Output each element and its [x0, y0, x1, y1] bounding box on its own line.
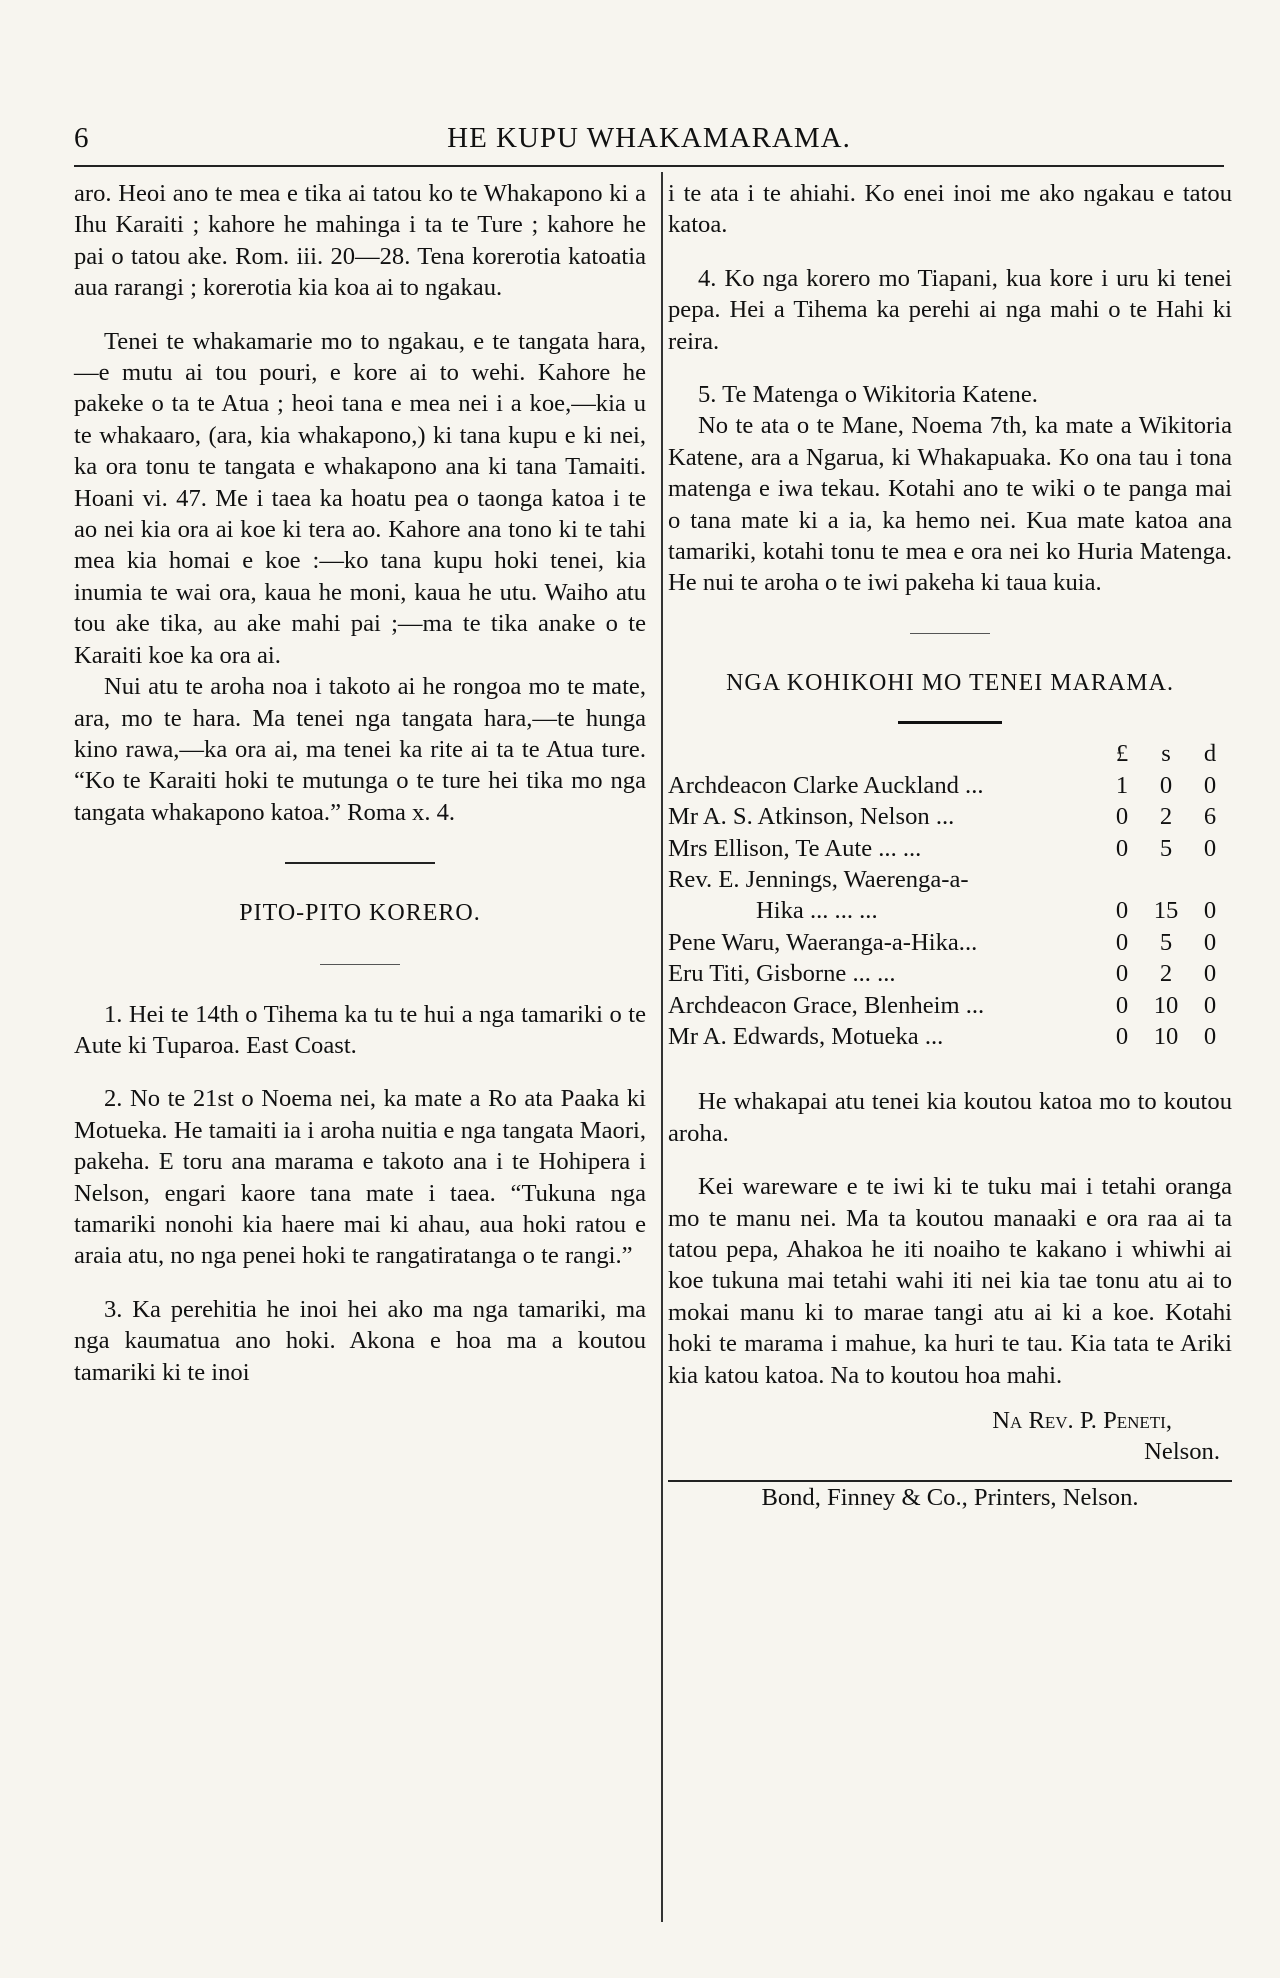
section-divider-rule	[320, 964, 400, 965]
header-rule	[74, 165, 1224, 167]
table-row	[668, 833, 1232, 864]
donor-name: Mr A. S. Atkinson, Nelson ...	[668, 803, 955, 831]
table-header-row	[668, 738, 1232, 769]
donor-name: Archdeacon Clarke Auckland ...	[668, 771, 984, 799]
printer-imprint: Bond, Finney & Co., Printers, Nelson.	[761, 1483, 1139, 1511]
pence-header: d	[1203, 740, 1217, 768]
news-item: 3. Ka perehitia he inoi hei ako ma nga tamariki, ma nga kaumatua ano hoki. Akona e hoa ma a koutou tamariki ki te inoi	[74, 1295, 646, 1386]
pounds-header: £	[1115, 740, 1129, 768]
table-row	[668, 958, 1232, 989]
paragraph: Nui atu te aroha noa i takoto ai he rongoa mo te mate, ara, mo te hara. Ma tenei nga tangata hara,—te hunga kino rawa,—ka ora ai, ma tenei ka rite ai ta te Atua ture. “Ko te Karaiti hoki te mutunga o te ture hei tika mo nga tangata whakapono katoa.” Roma x. 4.	[74, 673, 646, 826]
donor-name: Eru Titi, Gisborne ... ...	[668, 960, 896, 988]
pence: 0	[1203, 991, 1217, 1019]
appeal-paragraph: Kei wareware e te iwi ki te tuku mai i tetahi oranga mo te manu nei. Ma ta koutou manaaki e ora raa ai ta tatou pepa, Ahakoa he iti noaiho te kakano i whiwhi ai koe tukuna mai tetahi wahi iti nei kia tae tonu atu ai to mokai manu ki to marae tangi atu ai ki a koe. Kotahi hoki te marama i mahue, ka huri te tau. Kia tata te Ariki kia katou katoa. Na to koutou hoa mahi.	[668, 1173, 1232, 1389]
pence: 0	[1203, 1022, 1217, 1050]
pounds: 0	[1115, 803, 1129, 831]
signature-name: Na Rev. P. Peneti,	[992, 1407, 1172, 1434]
pounds: 0	[1115, 928, 1129, 956]
section-heading: PITO-PITO KORERO.	[239, 900, 481, 927]
news-item: No te ata o te Mane, Noema 7th, ka mate a Wikitoria Katene, ara a Ngarua, ki Whakapuaka. Ko ona tau i tona matenga e iwa tekau. Kotahi ano te wiki o te panga mai o tana mate ki a ia, ka hemo nei. Kua mate katoa ana tamariki, kotahi tonu te mea e ora nei ko Huria Matenga. He nui te aroha o te iwi pakeha ki taua kuia.	[668, 412, 1232, 597]
donor-name: Archdeacon Grace, Blenheim ...	[668, 991, 985, 1019]
table-row	[668, 770, 1232, 801]
shillings: 10	[1153, 1022, 1179, 1050]
shillings: 2	[1159, 803, 1173, 831]
pence: 6	[1203, 803, 1217, 831]
pounds: 0	[1115, 897, 1129, 925]
pence: 0	[1203, 771, 1217, 799]
shillings: 5	[1159, 928, 1173, 956]
news-item: 5. Te Matenga o Wikitoria Katene.	[698, 381, 1038, 409]
table-row	[668, 864, 1232, 895]
running-title: HE KUPU WHAKAMARAMA.	[447, 122, 851, 154]
column-divider	[661, 172, 663, 1922]
pounds: 0	[1115, 991, 1129, 1019]
table-row	[668, 1021, 1232, 1052]
news-item: i te ata i te ahiahi. Ko enei inoi me ako ngakau e tatou katoa.	[668, 180, 1232, 239]
thanks-paragraph: He whakapai atu tenei kia koutou katoa mo to koutou aroha.	[668, 1088, 1232, 1147]
pence: 0	[1203, 928, 1217, 956]
pounds: 1	[1115, 771, 1129, 799]
donations-table	[668, 738, 1232, 1052]
donor-name: Rev. E. Jennings, Waerenga-a-	[668, 865, 969, 893]
right-column	[668, 178, 1232, 1513]
donor-name: Pene Waru, Waeranga-a-Hika...	[668, 928, 978, 956]
donor-name: Mr A. Edwards, Motueka ...	[668, 1022, 944, 1050]
pence: 0	[1203, 897, 1217, 925]
shillings: 5	[1159, 834, 1173, 862]
paragraph: aro. Heoi ano te mea e tika ai tatou ko te Whakapono ki a Ihu Karaiti ; kahore he mahinga i ta te Ture ; kahore he pai o tatou ake. Rom. iii. 20—28. Tena korerotia katoatia aua rarangi ; korerotia kia koa ai to ngakau.	[74, 180, 646, 302]
pounds: 0	[1115, 1022, 1129, 1050]
news-item: 2. No te 21st o Noema nei, ka mate a Ro ata Paaka ki Motueka. He tamaiti ia i aroha nuitia e nga tangata Maori, pakeha. E toru ana marama e takoto ana i te Hohipera i Nelson, engari kaore tana mate i taea. “Tukuna nga tamariki nonohi kia haere mai ki ahau, aua hoki ratou e araia atu, no nga penei hoki te rangatiratanga o te rangi.”	[74, 1085, 646, 1270]
news-item: 4. Ko nga korero mo Tiapani, kua kore i uru ki tenei pepa. Hei a Tihema ka perehi ai nga mahi o te Hahi ki reira.	[668, 264, 1232, 355]
shillings: 10	[1153, 991, 1179, 1019]
shillings-header: s	[1161, 740, 1171, 768]
shillings: 2	[1159, 960, 1173, 988]
news-item: 1. Hei te 14th o Tihema ka tu te hui a nga tamariki o te Aute ki Tuparoa. East Coast.	[74, 1000, 646, 1059]
table-row	[668, 927, 1232, 958]
section-divider-rule	[898, 721, 1002, 724]
donor-name: Hika ... ... ...	[756, 897, 878, 925]
table-row	[668, 895, 1232, 926]
paragraph: Tenei te whakamarie mo to ngakau, e te tangata hara,—e mutu ai tou pouri, e kore ai to wehi. Kahore he pakeke o ta te Atua ; heoi tana e mea nei i a koe,—kia u te whakaaro, (ara, kia whakapono,) ki tana kupu e ki nei, ka ora tonu te tangata e whakapono ana ki tana Tamaiti. Hoani vi. 47. Me i taea ka hoatu pea o taonga katoa i te ao nei kia ora ai koe ki tera ao. Kahore ana tono ki te tahi mea kia homai e koe :—ko tana kupu hoki tenei, kia inumia te wai ora, kaua he moni, kaua he utu. Waiho atu tou ake tika, au ake mahi pai ;—ma te tika anake o te Karaiti koe ka ora ai.	[74, 327, 646, 669]
pounds: 0	[1115, 960, 1129, 988]
left-column	[74, 178, 646, 1388]
shillings: 0	[1159, 771, 1173, 799]
pence: 0	[1203, 960, 1217, 988]
section-divider-rule	[285, 862, 435, 864]
page-number: 6	[74, 122, 89, 154]
section-divider-rule	[910, 633, 990, 634]
table-row	[668, 990, 1232, 1021]
shillings: 15	[1153, 897, 1179, 925]
signature-place: Nelson.	[1144, 1438, 1220, 1466]
donor-name: Mrs Ellison, Te Aute ... ...	[668, 834, 922, 862]
pounds: 0	[1115, 834, 1129, 862]
section-heading: NGA KOHIKOHI MO TENEI MARAMA.	[726, 669, 1174, 696]
pence: 0	[1203, 834, 1217, 862]
table-row	[668, 801, 1232, 832]
page-header	[74, 122, 1224, 162]
